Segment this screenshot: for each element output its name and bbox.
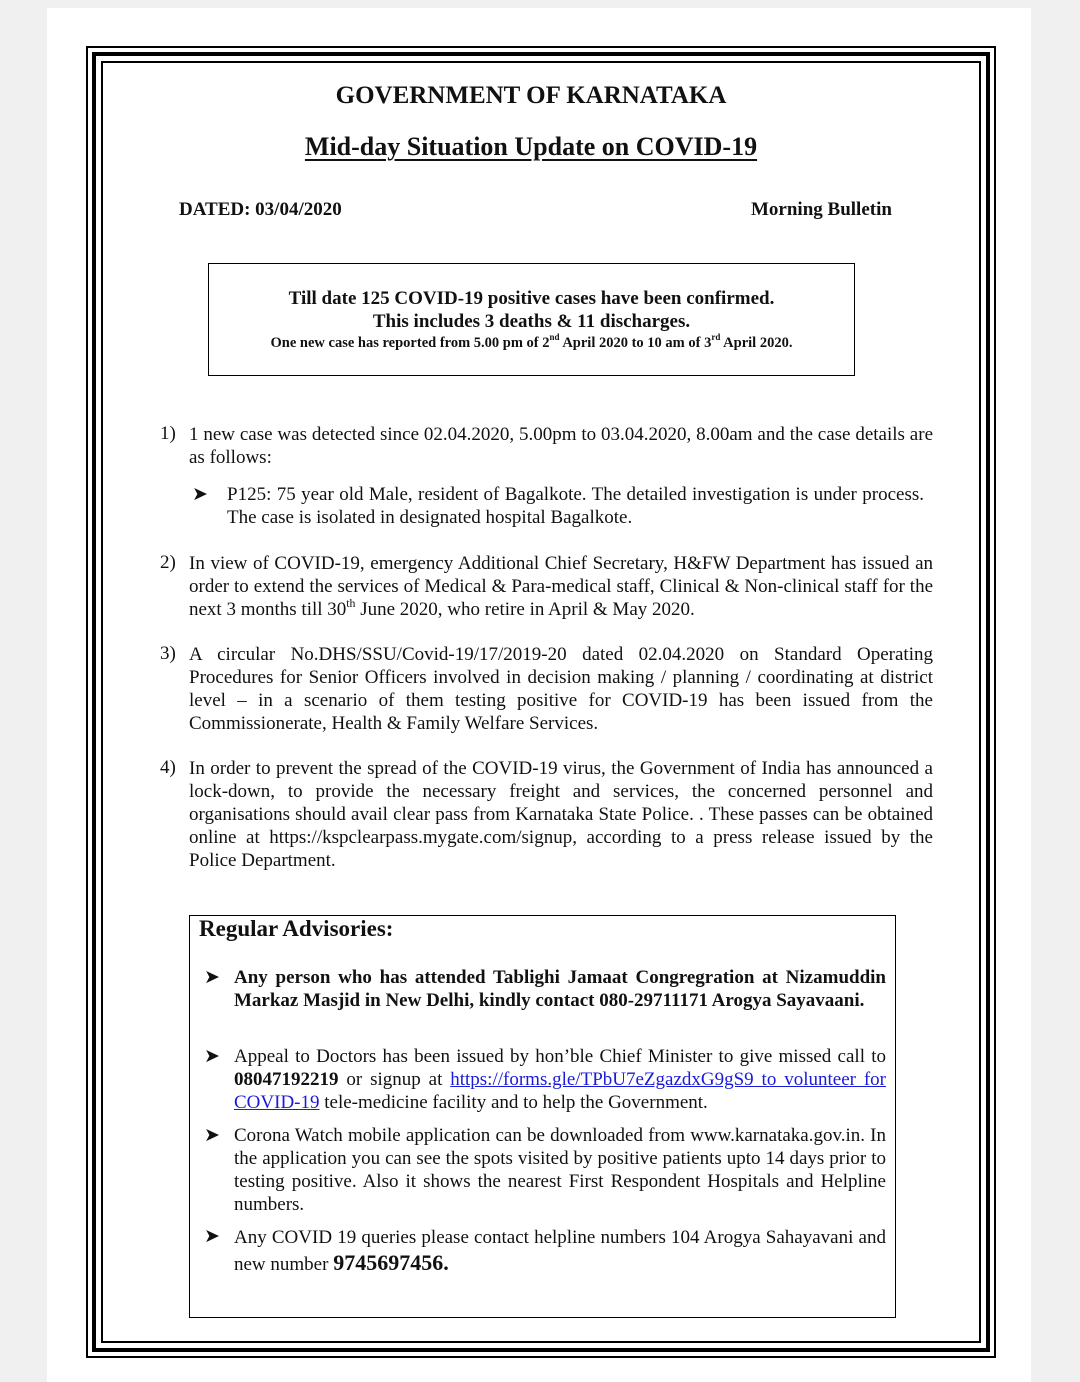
government-heading: GOVERNMENT OF KARNATAKA <box>335 82 727 109</box>
advisories-title: Regular Advisories: <box>199 916 394 941</box>
point-1-bullet: P125: 75 year old Male, resident of Bagalkote. The detailed investigation is under process. The case is isolated in designated hospital Bagalkote. <box>227 484 924 528</box>
arrow-bullet-icon: ➤ <box>204 1226 220 1247</box>
point-1-number: 1) <box>160 423 176 444</box>
advisory-4-phone: 9745697456. <box>333 1250 449 1275</box>
arrow-bullet-icon: ➤ <box>204 1125 220 1146</box>
point-2-text <box>189 552 933 621</box>
advisory-2-phone: 08047192219 <box>234 1069 339 1090</box>
point-3-number: 3) <box>160 643 176 664</box>
arrow-bullet-icon: ➤ <box>204 967 220 988</box>
dated-label: DATED: 03/04/2020 <box>179 199 342 220</box>
advisory-1: Any person who has attended Tablighi Jamaat Congregration at Nizamuddin Markaz Masjid in New Delhi, kindly contact 080-29711171 Arogya Sayavaani. <box>234 967 886 1011</box>
summary-sup-2: rd <box>711 332 721 343</box>
advisory-2-post: tele-medicine facility and to help the Government. <box>319 1092 708 1113</box>
volunteer-signup-link[interactable]: https://forms.gle/TPbU7eZgazdxG9gS9 to volunteer for COVID-19 <box>234 1069 886 1113</box>
advisory-4 <box>234 1225 886 1277</box>
summary-line-3-b: April 2020 to 10 am of 3 <box>559 335 712 351</box>
summary-box <box>208 263 855 376</box>
summary-line-3-a: One new case has reported from 5.00 pm of 2 <box>270 335 550 351</box>
point-4-number: 4) <box>160 757 176 778</box>
page-title-text: Mid-day Situation Update on COVID-19 <box>304 132 758 161</box>
summary-line-3 <box>209 332 854 352</box>
advisory-2 <box>234 1045 886 1114</box>
point-2-sup: th <box>346 596 356 610</box>
point-2-text-b: June 2020, who retire in April & May 2020. <box>355 599 695 620</box>
arrow-bullet-icon: ➤ <box>204 1046 220 1067</box>
summary-line-3-c: April 2020. <box>720 335 793 351</box>
point-1-text: 1 new case was detected since 02.04.2020, 5.00pm to 03.04.2020, 8.00am and the case details are as follows: <box>189 424 933 468</box>
point-2-number: 2) <box>160 552 176 573</box>
advisory-2-mid: or signup at <box>338 1069 451 1090</box>
bulletin-label: Morning Bulletin <box>751 199 892 220</box>
summary-line-1: Till date 125 COVID-19 positive cases have been confirmed. <box>288 288 775 309</box>
advisory-4-pre: Any COVID 19 queries please contact helpline numbers 104 Arogya Sahayavani and new number <box>234 1227 886 1275</box>
page-title <box>0 132 1062 162</box>
summary-line-2: This includes 3 deaths & 11 discharges. <box>372 311 691 332</box>
summary-sup-1: nd <box>549 332 560 343</box>
point-4-text: In order to prevent the spread of the COVID-19 virus, the Government of India has announced a lock-down, to provide the necessary freight and services, the concerned personnel and organisations should avail clear pass from Karnataka State Police. . These passes can be obtained online at https://kspclearpass.mygate.com/signup, according to a press release issued by the Police Department. <box>189 758 933 871</box>
advisory-2-pre: Appeal to Doctors has been issued by hon’ble Chief Minister to give missed call to <box>234 1046 886 1067</box>
arrow-bullet-icon: ➤ <box>192 484 208 505</box>
advisory-3: Corona Watch mobile application can be downloaded from www.karnataka.gov.in. In the application you can see the spots visited by positive patients upto 14 days prior to testing positive. Also it shows the nearest First Respondent Hospitals and Helpline numbers. <box>234 1125 886 1215</box>
point-2-text-a: In view of COVID-19, emergency Additional Chief Secretary, H&FW Department has issued an order to extend the services of Medical & Para-medical staff, Clinical & Non-clinical staff for the next 3 months till 30 <box>189 553 933 620</box>
point-3-text: A circular No.DHS/SSU/Covid-19/17/2019-20 dated 02.04.2020 on Standard Operating Procedures for Senior Officers involved in decision making / planning / coordinating at district level – in a scenario of them testing positive for COVID-19 has been issued from the Commissionerate, Health & Family Welfare Services. <box>189 644 933 734</box>
